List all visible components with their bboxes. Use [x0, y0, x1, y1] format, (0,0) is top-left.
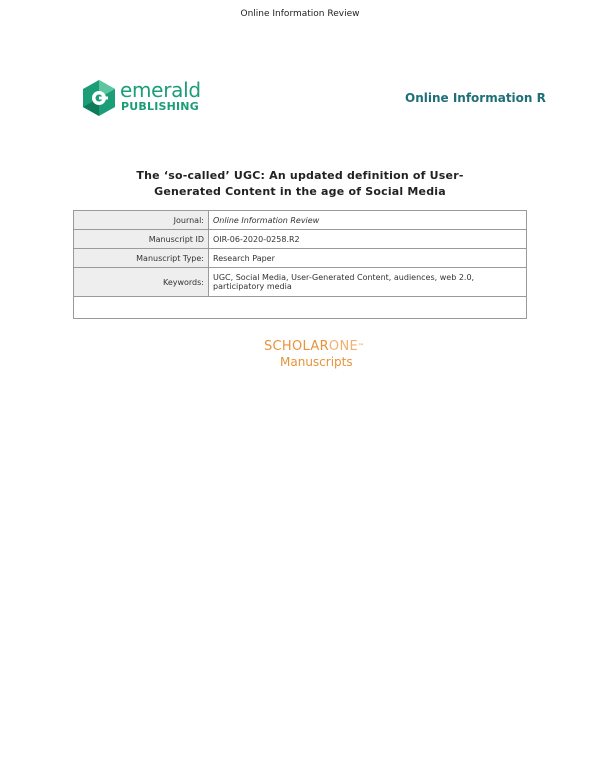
- scholarone-scholar-text: SCHOLAR: [264, 339, 329, 354]
- paper-title-line1: The ‘so-called’ UGC: An updated definition of User-: [136, 169, 464, 182]
- scholarone-wordmark: [264, 340, 364, 354]
- scholarone-manuscripts-text: Manuscripts: [280, 355, 353, 369]
- manuscript-metadata-table: [73, 210, 527, 319]
- keywords-value: [209, 268, 527, 297]
- scholarone-one-text: ONE: [328, 339, 358, 354]
- keywords-line1: UGC, Social Media, User-Generated Content, audiences, web 2.0,: [213, 273, 475, 282]
- journal-value: Online Information Review: [209, 211, 527, 230]
- table-row: [74, 268, 527, 297]
- scholarone-manuscripts-logo: [264, 340, 384, 372]
- table-row-empty: [74, 297, 527, 319]
- manuscript-id-label: Manuscript ID: [74, 230, 209, 249]
- table-row: [74, 249, 527, 268]
- emerald-logo-icon: [82, 80, 116, 116]
- keywords-line2: participatory media: [213, 282, 292, 291]
- paper-title: [100, 168, 500, 200]
- logo-wordmark-emerald: emerald: [120, 78, 201, 102]
- table-row: [74, 230, 527, 249]
- paper-title-line2: Generated Content in the age of Social Media: [154, 185, 446, 198]
- emerald-publishing-logo: [82, 80, 202, 120]
- journal-banner: Online Information R: [405, 91, 546, 105]
- empty-cell: [74, 297, 527, 319]
- manuscript-id-value: OIR-06-2020-0258.R2: [209, 230, 527, 249]
- keywords-label: Keywords:: [74, 268, 209, 297]
- trademark-symbol: ™: [357, 343, 365, 350]
- manuscript-type-label: Manuscript Type:: [74, 249, 209, 268]
- table-row: [74, 211, 527, 230]
- journal-label: Journal:: [74, 211, 209, 230]
- logo-wordmark-publishing: PUBLISHING: [121, 100, 199, 113]
- running-header: Online Information Review: [240, 9, 360, 19]
- manuscript-type-value: Research Paper: [209, 249, 527, 268]
